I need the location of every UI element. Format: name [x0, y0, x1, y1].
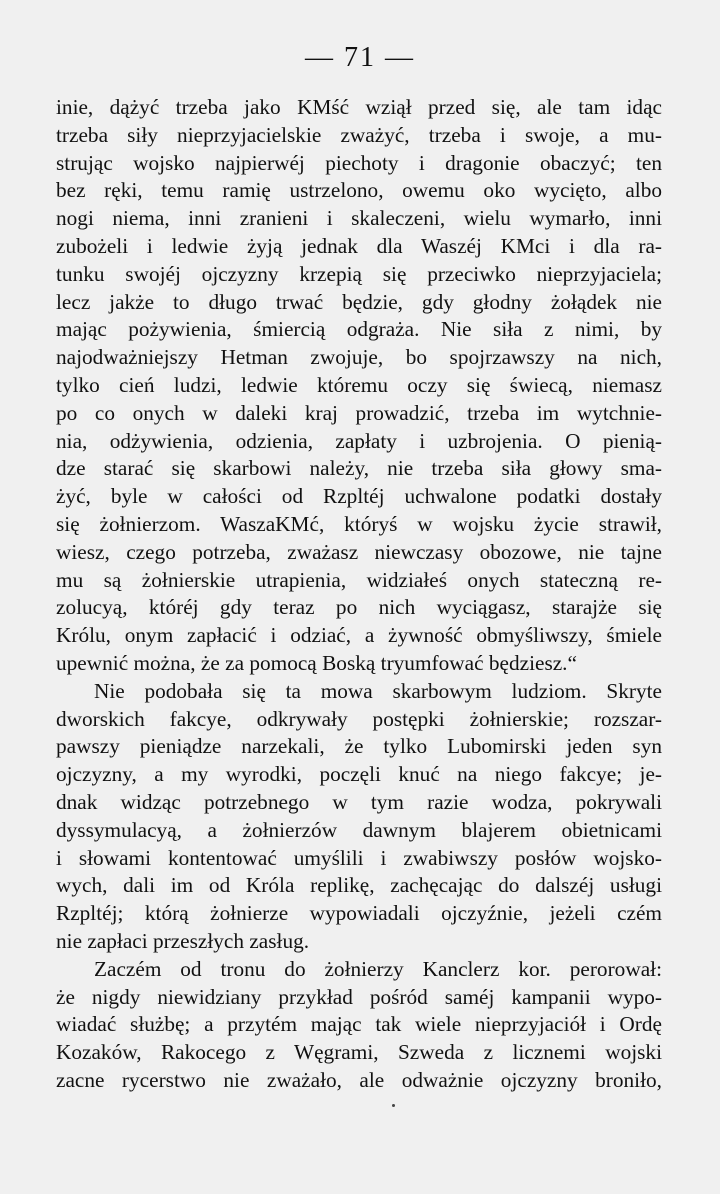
text-line: zacne rycerstwo nie zważało, ale odważnie ojczyzny broniło, — [56, 1067, 662, 1092]
text-line: dworskich fakcye, odkrywały postępki żołnierskie; rozszar- — [56, 706, 662, 731]
text-line: Nie podobała się ta mowa skarbowym ludziom. Skryte — [94, 678, 662, 703]
text-line: Kozaków, Rakocego z Węgrami, Szweda z licznemi wojski — [56, 1040, 662, 1065]
text-line: dze starać się skarbowi należy, nie trzeba siła głowy sma- — [56, 456, 662, 481]
text-line: wiadać służbę; a przytém mając tak wiele nieprzyjaciół i Ordę — [56, 1012, 662, 1037]
text-line: upewnić można, że za pomocą Boską tryumfować będziesz.“ — [56, 650, 577, 675]
text-line: po co onych w daleki kraj prowadzić, trzeba im wytchnie- — [56, 400, 662, 425]
body-text — [56, 94, 662, 1095]
text-line: Zaczém od tronu do żołnierzy Kanclerz kor. perorował: — [94, 956, 662, 981]
page-number: — 71 — — [305, 42, 415, 73]
text-line: żyć, byle w całości od Rzpltéj uchwalone podatki dostały — [56, 484, 662, 509]
text-line: Rzpltéj; którą żołnierze wypowiadali ojczyźnie, jeżeli czém — [56, 901, 662, 926]
text-line: Królu, onym zapłacić i odziać, a żywność obmyśliwszy, śmiele — [56, 623, 662, 648]
text-line: nia, odżywienia, odzienia, zapłaty i uzbrojenia. O pienią- — [56, 428, 662, 453]
text-line: nogi niema, inni zranieni i skaleczeni, wielu wymarło, inni — [56, 206, 662, 231]
text-line: się żołnierzom. WaszaKMć, któryś w wojsku życie strawił, — [56, 511, 662, 536]
text-line: tunku swojéj ojczyzny krzepią się przeciwko nieprzyjaciela; — [56, 261, 662, 286]
text-line: trzeba siły nieprzyjacielskie zważyć, trzeba i swoje, a mu- — [56, 122, 662, 147]
text-line: mając pożywienia, śmiercią odgraża. Nie siła z nimi, by — [56, 317, 662, 342]
text-line: wych, dali im od Króla replikę, zachęcając do dalszéj usługi — [56, 873, 662, 898]
text-line: strując wojsko najpierwéj piechoty i dragonie obaczyć; ten — [56, 150, 662, 175]
text-line: wiesz, czego potrzeba, zważasz niewczasy obozowe, nie tajne — [56, 539, 662, 564]
text-line: tylko cień ludzi, ledwie któremu oczy się świecą, niemasz — [56, 372, 662, 397]
text-line: i słowami kontentować umyślili i zwabiwszy posłów wojsko- — [56, 845, 662, 870]
text-line: że nigdy niewidziany przykład pośród saméj kampanii wypo- — [56, 984, 662, 1009]
text-line: ojczyzny, a my wyrodki, poczęli knuć na niego fakcye; je- — [56, 762, 662, 787]
text-line: zubożeli i ledwie żyją jednak dla Waszéj KMci i dla ra- — [56, 233, 662, 258]
text-line: mu są żołnierskie utrapienia, widziałeś onych stateczną re- — [56, 567, 662, 592]
text-line: pawszy pieniądze narzekali, że tylko Lubomirski jeden syn — [56, 734, 662, 759]
text-line: lecz jakże to długo trwać będzie, gdy głodny żołądek nie — [56, 289, 662, 314]
text-line: bez ręki, temu ramię ustrzelono, owemu oko wycięto, albo — [56, 178, 662, 203]
text-line: zolucyą, któréj gdy teraz po nich wyciągasz, starajże się — [56, 595, 662, 620]
text-line: inie, dążyć trzeba jako KMść wziął przed się, ale tam idąc — [56, 95, 662, 119]
text-line: nie zapłaci przeszłych zasług. — [56, 928, 310, 953]
text-line: najodważniejszy Hetman zwojuje, bo spojrzawszy na nich, — [56, 345, 662, 370]
text-line: dyssymulacyą, a żołnierzów dawnym blajerem obietnicami — [56, 817, 662, 842]
text-line: dnak widząc potrzebnego w tym razie wodza, pokrywali — [56, 789, 662, 814]
ink-speck — [392, 1104, 395, 1107]
